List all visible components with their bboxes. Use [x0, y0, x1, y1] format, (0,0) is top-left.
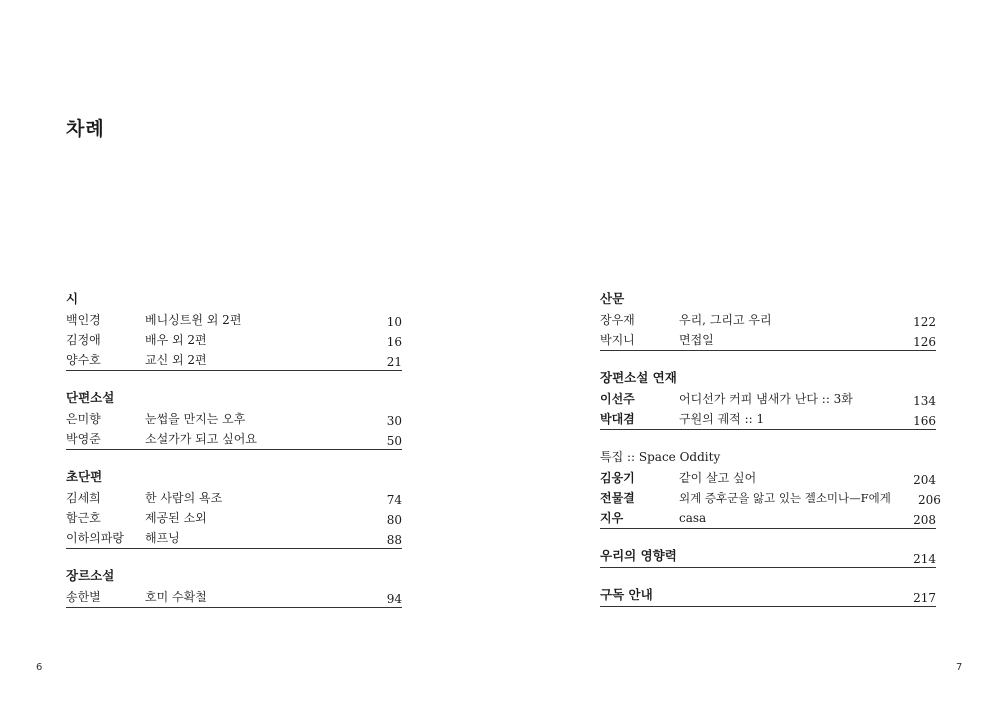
- entry-title: 한 사람의 욕조: [145, 491, 223, 505]
- entry-title: 면접일: [679, 333, 714, 347]
- page-number-left: 6: [36, 662, 43, 673]
- toc-entry[interactable]: [66, 508, 402, 528]
- entry-page: 166: [913, 414, 936, 428]
- entry-page: 214: [913, 552, 936, 566]
- entry-page: 204: [913, 473, 936, 487]
- toc-entry[interactable]: [600, 468, 936, 488]
- page-number-right: 7: [956, 662, 963, 673]
- entry-title: casa: [679, 511, 707, 525]
- section-heading: 특집 :: Space Oddity: [600, 450, 721, 464]
- section-heading: 장편소설 연재: [600, 370, 677, 385]
- toc-section-poetry: [66, 288, 402, 371]
- entry-page: 50: [386, 434, 402, 448]
- entry-page: 94: [386, 592, 402, 606]
- entry-title: 어디선가 커피 냄새가 난다 :: 3화: [679, 392, 853, 406]
- toc-section-special-feature: [600, 446, 941, 529]
- toc-section-genre-fiction: [66, 565, 402, 608]
- entry-author: 박영준: [66, 432, 101, 446]
- toc-entry[interactable]: [600, 389, 936, 409]
- entry-page: 74: [386, 493, 402, 507]
- entry-author: 백인경: [66, 313, 101, 327]
- entry-author: 전물결: [600, 491, 635, 505]
- toc-entry[interactable]: [66, 429, 402, 449]
- entry-page: 126: [913, 335, 936, 349]
- toc-section-essay: [600, 288, 936, 351]
- entry-author: 김웅기: [600, 471, 635, 485]
- entry-author: 김세희: [66, 491, 101, 505]
- toc-entry[interactable]: [66, 488, 402, 508]
- entry-page: 208: [913, 513, 936, 527]
- section-heading: 산문: [600, 291, 625, 306]
- entry-title: 소설가가 되고 싶어요: [145, 432, 257, 446]
- entry-author: 지우: [600, 511, 624, 525]
- entry-page: 134: [913, 394, 936, 408]
- toc-entry[interactable]: [66, 587, 402, 607]
- entry-author: 박지니: [600, 333, 635, 347]
- toc-entry-subscription-info[interactable]: [600, 584, 936, 607]
- entry-page: 30: [386, 414, 402, 428]
- toc-entry-our-influence[interactable]: [600, 545, 936, 568]
- entry-page: 88: [386, 533, 402, 547]
- toc-section-serial-novel: [600, 367, 936, 430]
- entry-title: 외계 증후군을 앓고 있는 젤소미나—F에게: [679, 491, 891, 505]
- section-heading: 초단편: [66, 469, 103, 484]
- entry-title: 구원의 궤적 :: 1: [679, 412, 765, 426]
- entry-author: 양수호: [66, 353, 101, 367]
- entry-title: 같이 살고 싶어: [679, 471, 757, 485]
- entry-title: 우리의 영향력: [600, 548, 677, 563]
- toc-entry[interactable]: [600, 488, 941, 508]
- toc-title: 차례: [66, 118, 105, 140]
- entry-page: 21: [386, 355, 402, 369]
- toc-entry[interactable]: [66, 330, 402, 350]
- section-heading: 시: [66, 291, 79, 306]
- entry-title: 해프닝: [145, 531, 180, 545]
- section-heading: 장르소설: [66, 568, 115, 583]
- section-heading: 단편소설: [66, 390, 115, 405]
- toc-section-short-fiction: [66, 387, 402, 450]
- toc-entry[interactable]: [600, 330, 936, 350]
- entry-author: 장우재: [600, 313, 635, 327]
- toc-entry[interactable]: [66, 310, 402, 330]
- entry-page: 206: [917, 493, 941, 507]
- toc-right-column: [600, 288, 941, 607]
- toc-left-column: [66, 288, 402, 608]
- entry-author: 김정애: [66, 333, 101, 347]
- toc-entry[interactable]: [600, 508, 936, 528]
- entry-author: 이하의파랑: [66, 531, 124, 545]
- toc-entry[interactable]: [66, 409, 402, 429]
- entry-author: 이선주: [600, 392, 635, 406]
- entry-author: 박대겸: [600, 412, 635, 426]
- entry-page: 10: [386, 315, 402, 329]
- entry-title: 눈썹을 만지는 오후: [145, 412, 246, 426]
- entry-page: 217: [913, 591, 936, 605]
- entry-title: 호미 수확철: [145, 590, 207, 604]
- toc-entry[interactable]: [600, 409, 936, 429]
- entry-author: 은미향: [66, 412, 101, 426]
- entry-title: 베니싱트윈 외 2편: [145, 313, 242, 327]
- entry-title: 구독 안내: [600, 587, 653, 602]
- entry-title: 배우 외 2편: [145, 333, 207, 347]
- toc-entry[interactable]: [600, 310, 936, 330]
- toc-section-flash-fiction: [66, 466, 402, 549]
- toc-entry[interactable]: [66, 350, 402, 370]
- toc-entry[interactable]: [66, 528, 402, 548]
- entry-page: 80: [386, 513, 402, 527]
- entry-author: 함근호: [66, 511, 101, 525]
- entry-author: 송한별: [66, 590, 101, 604]
- entry-page: 122: [913, 315, 936, 329]
- entry-title: 교신 외 2편: [145, 353, 207, 367]
- entry-title: 우리, 그리고 우리: [679, 313, 772, 327]
- entry-title: 제공된 소외: [145, 511, 207, 525]
- entry-page: 16: [386, 335, 402, 349]
